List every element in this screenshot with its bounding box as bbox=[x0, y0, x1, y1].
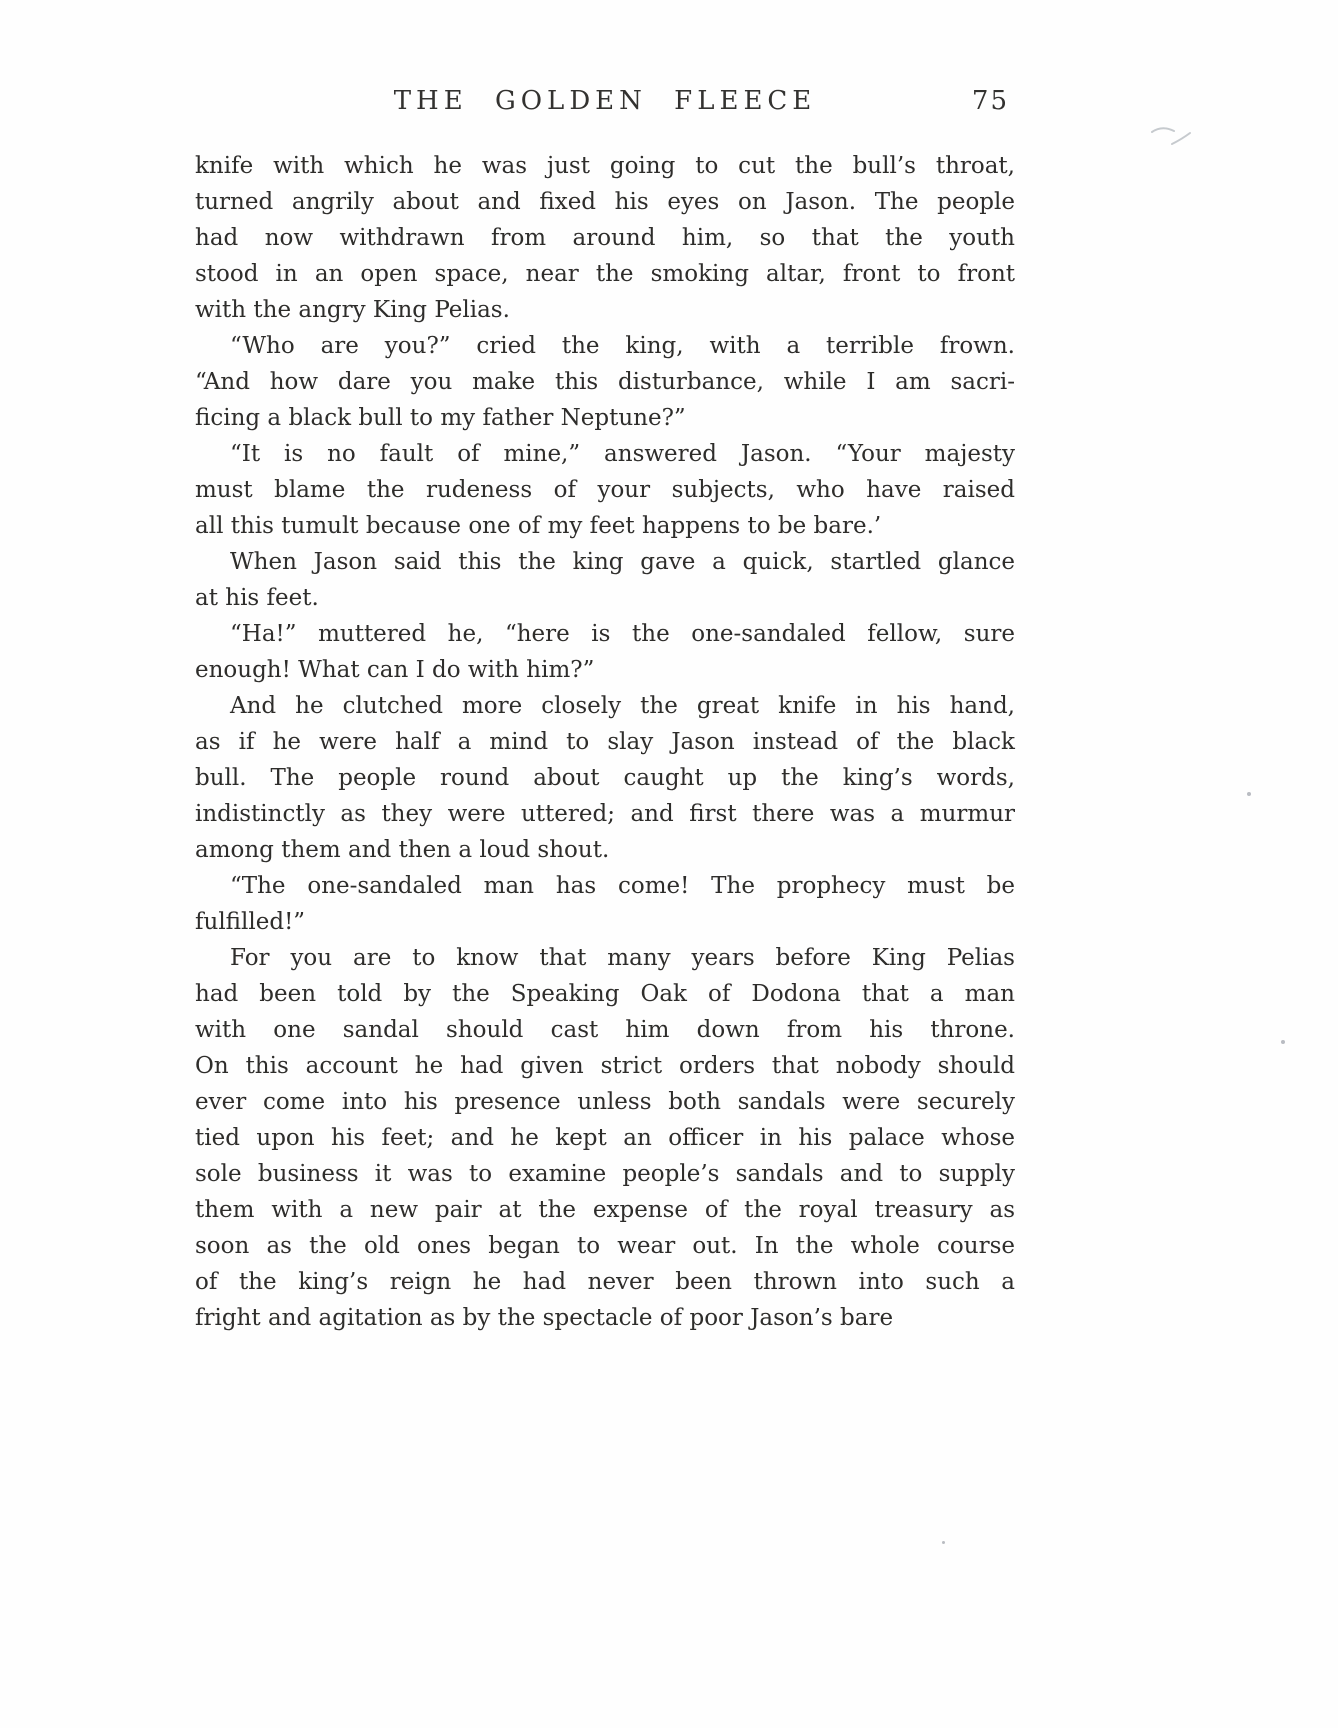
text-line: On this account he had given strict orders that nobody should bbox=[195, 1053, 1015, 1079]
text-line: tied upon his feet; and he kept an officer in his palace whose bbox=[195, 1125, 1015, 1151]
text-line: them with a new pair at the expense of the royal treasury as bbox=[195, 1197, 1015, 1223]
text-line: soon as the old ones began to wear out. In the whole course bbox=[195, 1233, 1015, 1259]
text-line: as if he were half a mind to slay Jason instead of the black bbox=[195, 729, 1015, 755]
text-line: ficing a black bull to my father Neptune?” bbox=[195, 405, 686, 431]
text-line: “Who are you?” cried the king, with a terrible frown. bbox=[230, 333, 1015, 359]
text-line: bull. The people round about caught up the king’s words, bbox=[195, 765, 1015, 791]
text-line: had now withdrawn from around him, so that the youth bbox=[195, 225, 1015, 251]
running-title: THE GOLDEN FLEECE bbox=[393, 86, 817, 116]
text-line: indistinctly as they were uttered; and first there was a murmur bbox=[195, 801, 1015, 827]
text-line: knife with which he was just going to cut the bull’s throat, bbox=[195, 153, 1015, 179]
text-line: For you are to know that many years before King Pelias bbox=[230, 945, 1015, 971]
text-line: among them and then a loud shout. bbox=[195, 837, 610, 863]
handwritten-mark bbox=[1150, 122, 1194, 152]
text-line: all this tumult because one of my feet happens to be bare.’ bbox=[195, 513, 882, 539]
text-line: had been told by the Speaking Oak of Dodona that a man bbox=[195, 981, 1015, 1007]
text-line: turned angrily about and fixed his eyes on Jason. The people bbox=[195, 189, 1015, 215]
page-header bbox=[195, 86, 1015, 122]
scan-speck bbox=[1247, 792, 1251, 796]
text-line: “The one-sandaled man has come! The prophecy must be bbox=[230, 873, 1015, 899]
text-line: “It is no fault of mine,” answered Jason. “Your majesty bbox=[230, 441, 1015, 467]
text-line: ever come into his presence unless both sandals were securely bbox=[195, 1089, 1015, 1115]
text-line: of the king’s reign he had never been thrown into such a bbox=[195, 1269, 1015, 1295]
text-line: at his feet. bbox=[195, 585, 319, 611]
scan-speck bbox=[1281, 1040, 1285, 1044]
text-line: sole business it was to examine people’s sandals and to supply bbox=[195, 1161, 1015, 1187]
text-line: with the angry King Pelias. bbox=[195, 297, 510, 323]
text-line: with one sandal should cast him down from his throne. bbox=[195, 1017, 1015, 1043]
text-line: fulfilled!” bbox=[195, 909, 306, 935]
text-line: “And how dare you make this disturbance, while I am sacri- bbox=[195, 369, 1015, 395]
text-line: must blame the rudeness of your subjects, who have raised bbox=[195, 477, 1015, 503]
body-text bbox=[195, 148, 1015, 1336]
text-line: “Ha!” muttered he, “here is the one-sandaled fellow, sure bbox=[230, 621, 1015, 647]
text-line: fright and agitation as by the spectacle of poor Jason’s bare bbox=[195, 1305, 894, 1331]
scan-speck bbox=[942, 1541, 945, 1544]
page-number: 75 bbox=[971, 86, 1009, 116]
text-line: stood in an open space, near the smoking altar, front to front bbox=[195, 261, 1015, 287]
text-line: enough! What can I do with him?” bbox=[195, 657, 595, 683]
text-line: When Jason said this the king gave a quick, startled glance bbox=[230, 549, 1015, 575]
text-line: And he clutched more closely the great knife in his hand, bbox=[230, 693, 1015, 719]
